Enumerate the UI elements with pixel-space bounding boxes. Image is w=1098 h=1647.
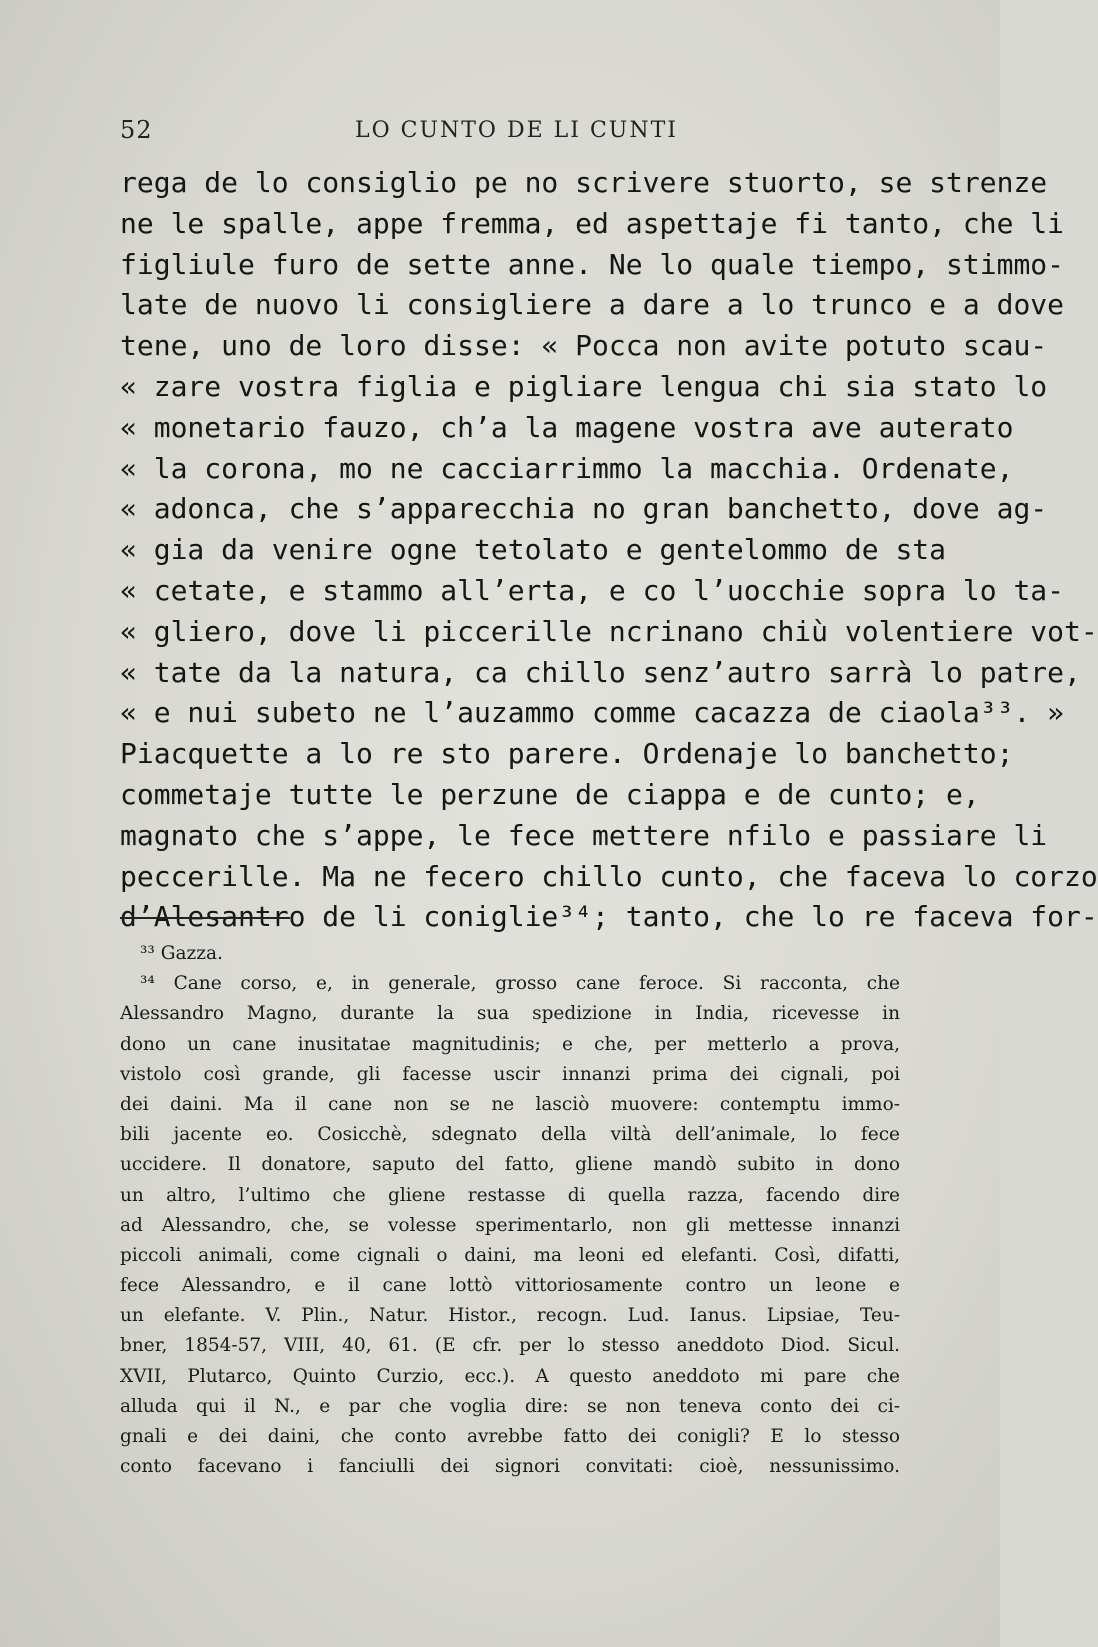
text-line: figliule furo de sette anne. Ne lo quale tiempo, stimmo-: [120, 247, 1065, 281]
text-line: tene, uno de loro disse: « Pocca non avite potuto scau-: [120, 329, 1048, 363]
footnote-34: ³⁴ Cane corso, e, in generale, grosso cane feroce. Si racconta, che: [140, 973, 900, 995]
footnote-line: XVII, Plutarco, Quinto Curzio, ecc.). A questo aneddoto mi pare che: [120, 1365, 900, 1387]
footnote-line: bner, 1854-57, VIII, 40, 61. (E cfr. per lo stesso aneddoto Diod. Sicul.: [120, 1335, 900, 1357]
main-text: [120, 163, 1098, 938]
footnote-line: alluda qui il N., e par che voglia dire: se non teneva conto dei ci-: [120, 1395, 900, 1417]
footnote-line: un altro, l’ultimo che gliene restasse di quella razza, facendo dire: [120, 1184, 900, 1206]
footnote-line: fece Alessandro, e il cane lottò vittoriosamente contro un leone e: [120, 1275, 900, 1297]
footnote-divider: [120, 917, 290, 919]
text-line: ne le spalle, appe fremma, ed aspettaje fi tanto, che li: [120, 206, 1065, 240]
text-line: « cetate, e stammo all’erta, e co l’uocchie sopra lo ta-: [120, 573, 1065, 607]
footnote-line: ad Alessandro, che, se volesse sperimentarlo, non gli mettesse innanzi: [120, 1214, 900, 1236]
footnote-line: dono un cane inusitatae magnitudinis; e che, per metterlo a prova,: [120, 1033, 900, 1055]
page-header: [120, 116, 920, 150]
footnote-line: Alessandro Magno, durante la sua spedizione in India, ricevesse in: [120, 1003, 900, 1025]
text-line: « tate da la natura, ca chillo senz’autro sarrà lo patre,: [120, 655, 1081, 689]
footnote-line: gnali e dei daini, che conto avrebbe fatto dei conigli? E lo stesso: [120, 1426, 900, 1447]
footnote-line: piccoli animali, come cignali o daini, ma leoni ed elefanti. Così, difatti,: [120, 1244, 900, 1266]
text-line: « gia da venire ogne tetolato e gentelommo de sta: [120, 533, 947, 567]
text-line: rega de lo consiglio pe no scrivere stuorto, se strenze: [120, 166, 1048, 199]
text-line: d’Alesantro de li coniglie³⁴; tanto, che lo re faceva for-: [120, 900, 1098, 934]
running-title: LO CUNTO DE LI CUNTI: [355, 118, 678, 143]
footnotes: [120, 939, 900, 1482]
page-number: 52: [120, 116, 153, 144]
text-line: « la corona, mo ne cacciarrimmo la macchia. Ordenate,: [120, 451, 1014, 485]
footnote-33: ³³ Gazza.: [140, 943, 223, 964]
text-line: late de nuovo li consigliere a dare a lo trunco e a dove: [120, 288, 1065, 322]
text-line: « e nui subeto ne l’auzammo comme cacazza de ciaola³³. »: [120, 696, 1065, 730]
text-line: peccerille. Ma ne fecero chillo cunto, che faceva lo corzo: [120, 859, 1098, 893]
text-line: Piacquette a lo re sto parere. Ordenaje lo banchetto;: [120, 737, 1014, 771]
text-line: « monetario fauzo, ch’a la magene vostra ave auterato: [120, 410, 1014, 444]
footnote-line: un elefante. V. Plin., Natur. Histor., recogn. Lud. Ianus. Lipsiae, Teu-: [120, 1305, 900, 1327]
text-line: magnato che s’appe, le fece mettere nfilo e passiare li: [120, 818, 1048, 852]
text-line: « zare vostra figlia e pigliare lengua chi sia stato lo: [120, 369, 1048, 403]
text-line: commetaje tutte le perzune de ciappa e de cunto; e,: [120, 777, 980, 811]
footnote-line: bili jacente eo. Cosicchè, sdegnato della viltà dell’animale, lo fece: [120, 1124, 900, 1146]
text-line: « gliero, dove li piccerille ncrinano chiù volentiere vot-: [120, 614, 1098, 648]
text-line: « adonca, che s’apparecchia no gran banchetto, dove ag-: [120, 492, 1048, 526]
footnote-line: uccidere. Il donatore, saputo del fatto, gliene mandò subito in dono: [120, 1154, 900, 1176]
footnote-line: vistolo così grande, gli facesse uscir innanzi prima dei cignali, poi: [120, 1063, 900, 1085]
footnote-line: dei daini. Ma il cane non se ne lasciò muovere: contemptu immo-: [120, 1093, 900, 1115]
footnote-line: conto facevano i fanciulli dei signori convitati: cioè, nessunissimo.: [120, 1456, 900, 1478]
